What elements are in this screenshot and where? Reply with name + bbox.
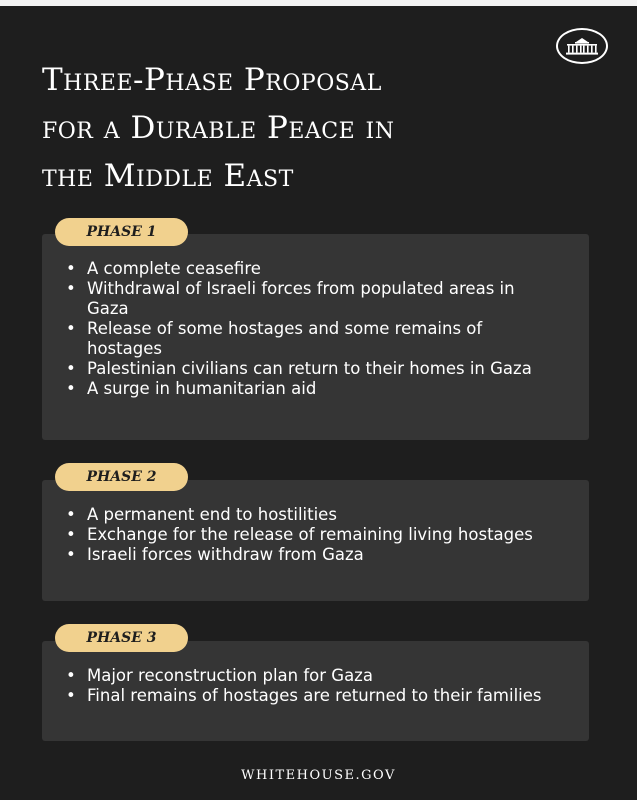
phase-2-list — [66, 505, 556, 565]
phase-3-list — [66, 666, 556, 706]
list-item: • Final remains of hostages are returned to their families — [66, 686, 556, 706]
top-strip — [0, 0, 637, 6]
list-item: • A complete ceasefire — [66, 259, 556, 279]
page-title — [42, 56, 602, 200]
phase-2-badge: PHASE 2 — [55, 463, 188, 491]
list-item: • A surge in humanitarian aid — [66, 379, 556, 399]
phase-1-badge: PHASE 1 — [55, 218, 188, 246]
list-item: • Withdrawal of Israeli forces from populated areas in Gaza — [66, 279, 556, 319]
title-line: for a Durable Peace in — [42, 110, 395, 146]
title-line: the Middle East — [42, 158, 294, 194]
phase-1-list — [66, 259, 556, 399]
list-item: • Exchange for the release of remaining living hostages — [66, 525, 556, 545]
list-item: • A permanent end to hostilities — [66, 505, 556, 525]
phase-3-badge: PHASE 3 — [55, 624, 188, 652]
list-item: • Major reconstruction plan for Gaza — [66, 666, 556, 686]
list-item: • Palestinian civilians can return to their homes in Gaza — [66, 359, 556, 379]
list-item: • Release of some hostages and some remains of hostages — [66, 319, 556, 359]
white-house-icon — [565, 36, 599, 56]
title-line: Three-Phase Proposal — [42, 62, 382, 98]
footer-site-link[interactable]: WHITEHOUSE.GOV — [241, 768, 396, 783]
list-item: • Israeli forces withdraw from Gaza — [66, 545, 556, 565]
